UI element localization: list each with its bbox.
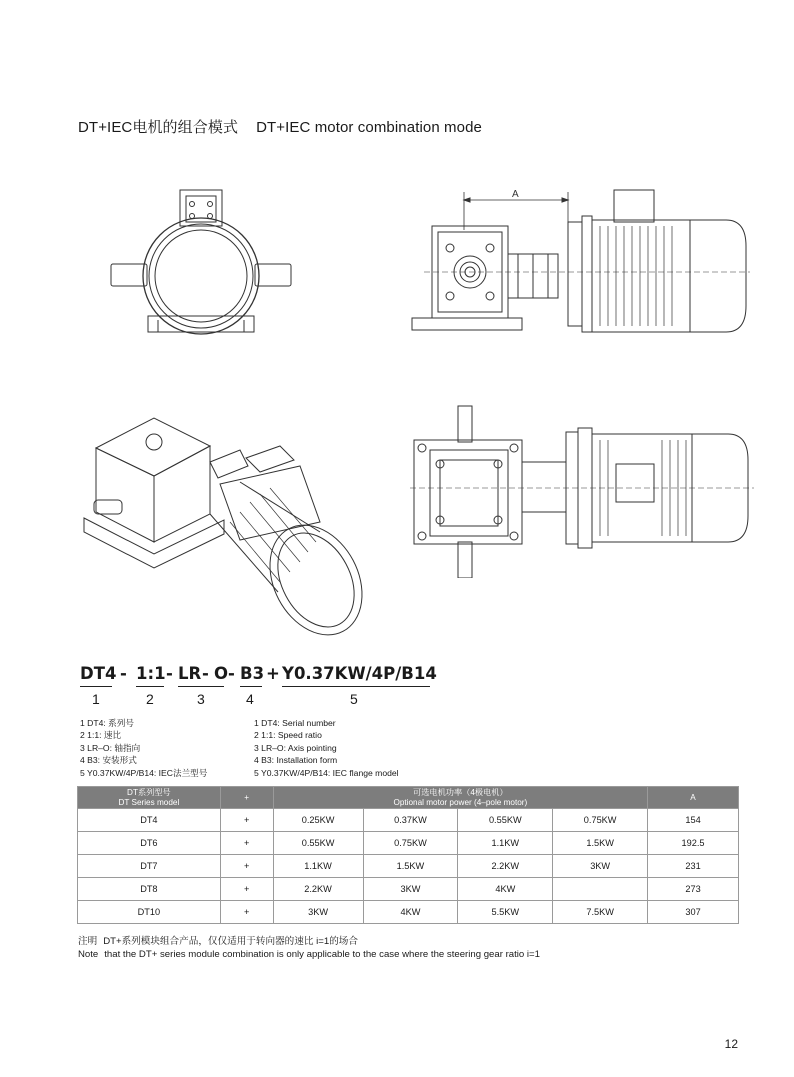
table-row	[78, 855, 739, 878]
table-row	[78, 901, 739, 924]
code-seg-motor: Y0.37KW/4P/B14	[282, 664, 437, 683]
cell-power: 3KW	[273, 901, 363, 924]
underline-3	[178, 686, 224, 687]
cell-power: 4KW	[458, 878, 553, 901]
cell-power: 1.5KW	[363, 855, 458, 878]
cell-power: 0.37KW	[363, 809, 458, 832]
code-seg-o: O	[214, 664, 229, 683]
legend-cn-item: 4 B3: 安装形式	[80, 755, 137, 766]
legend-en-item: 5 Y0.37KW/4P/B14: IEC flange model	[254, 767, 399, 778]
table-header-row	[78, 787, 739, 809]
legend-cn-item: 5 Y0.37KW/4P/B14: IEC法兰型号	[80, 767, 208, 778]
legend-en-item: 3 LR–O: Axis pointing	[254, 742, 337, 753]
note-en: Note that the DT+ series module combination is only applicable to the case where the steering gear ratio i=1	[78, 949, 540, 960]
legend-cn-item: 3 LR–O: 轴指向	[80, 742, 141, 753]
header-plus: +	[220, 787, 273, 809]
cell-model: DT10	[78, 901, 221, 924]
cell-a: 192.5	[648, 832, 739, 855]
cell-power: 0.55KW	[458, 809, 553, 832]
motor-power-table	[77, 786, 739, 924]
code-seg-dash-1: -	[120, 664, 127, 683]
legend-en	[254, 717, 399, 779]
legend-en-item: 1 DT4: Serial number	[254, 718, 336, 728]
code-number-3: 3	[197, 691, 205, 707]
title-cn: DT+IEC电机的组合模式	[78, 119, 239, 136]
code-seg-plus: +	[266, 664, 280, 683]
cell-plus: +	[220, 901, 273, 924]
title-en: DT+IEC motor combination mode	[256, 119, 482, 136]
cell-power: 1.1KW	[458, 832, 553, 855]
header-a: A	[648, 787, 739, 809]
cell-a: 231	[648, 855, 739, 878]
cell-power	[553, 878, 648, 901]
cell-plus: +	[220, 855, 273, 878]
cell-power: 0.55KW	[273, 832, 363, 855]
table-row	[78, 878, 739, 901]
cell-model: DT8	[78, 878, 221, 901]
cell-power: 3KW	[553, 855, 648, 878]
cell-a: 154	[648, 809, 739, 832]
code-seg-dash-3: -	[202, 664, 209, 683]
legend-cn-item: 2 1:1: 速比	[80, 730, 122, 741]
page-number: 12	[724, 1037, 738, 1051]
legend-cn	[80, 717, 207, 779]
code-number-4: 4	[246, 691, 254, 707]
cell-plus: +	[220, 832, 273, 855]
code-number-5: 5	[350, 691, 358, 707]
dimension-a-label: A	[512, 189, 519, 200]
cell-power: 5.5KW	[458, 901, 553, 924]
cell-power: 7.5KW	[553, 901, 648, 924]
cell-power: 1.1KW	[273, 855, 363, 878]
underline-5	[282, 686, 430, 687]
code-number-1: 1	[92, 691, 100, 707]
cell-power: 1.5KW	[553, 832, 648, 855]
cell-model: DT4	[78, 809, 221, 832]
underline-1	[80, 686, 112, 687]
code-number-2: 2	[146, 691, 154, 707]
header-power: 可选电机功率（4极电机） Optional motor power (4–pole motor)	[273, 787, 647, 809]
table-row	[78, 809, 739, 832]
cell-plus: +	[220, 878, 273, 901]
legend-en-item: 2 1:1: Speed ratio	[254, 730, 322, 741]
code-seg-series: DT4	[80, 664, 117, 683]
header-model: DT系列型号 DT Series model	[78, 787, 221, 809]
legend-en-item: 4 B3: Installation form	[254, 755, 338, 766]
underline-2	[136, 686, 164, 687]
table-row	[78, 832, 739, 855]
code-seg-b3: B3	[240, 664, 265, 683]
front-view-drawing	[108, 186, 294, 336]
underline-4	[240, 686, 262, 687]
cell-power: 0.25KW	[273, 809, 363, 832]
footnote	[78, 935, 540, 961]
cell-power: 4KW	[363, 901, 458, 924]
cell-model: DT6	[78, 832, 221, 855]
cell-a: 273	[648, 878, 739, 901]
cell-power: 2.2KW	[273, 878, 363, 901]
legend-cn-item: 1 DT4: 系列号	[80, 718, 134, 728]
code-seg-ratio: 1:1	[136, 664, 166, 683]
code-seg-dash-4: -	[228, 664, 235, 683]
cell-power: 0.75KW	[363, 832, 458, 855]
cell-power: 0.75KW	[553, 809, 648, 832]
page-title	[78, 116, 482, 137]
cell-a: 307	[648, 901, 739, 924]
top-view-drawing	[410, 402, 754, 578]
cell-model: DT7	[78, 855, 221, 878]
isometric-view-drawing	[70, 402, 366, 652]
code-seg-lr: LR	[178, 664, 202, 683]
cell-power: 3KW	[363, 878, 458, 901]
model-code	[78, 664, 498, 720]
note-cn: 注明 DT+系列模块组合产品，仅仅适用于转向器的速比 i=1的场合	[78, 936, 358, 947]
cell-power: 2.2KW	[458, 855, 553, 878]
side-view-drawing	[408, 186, 754, 336]
cell-plus: +	[220, 809, 273, 832]
code-seg-dash-2: -	[166, 664, 173, 683]
